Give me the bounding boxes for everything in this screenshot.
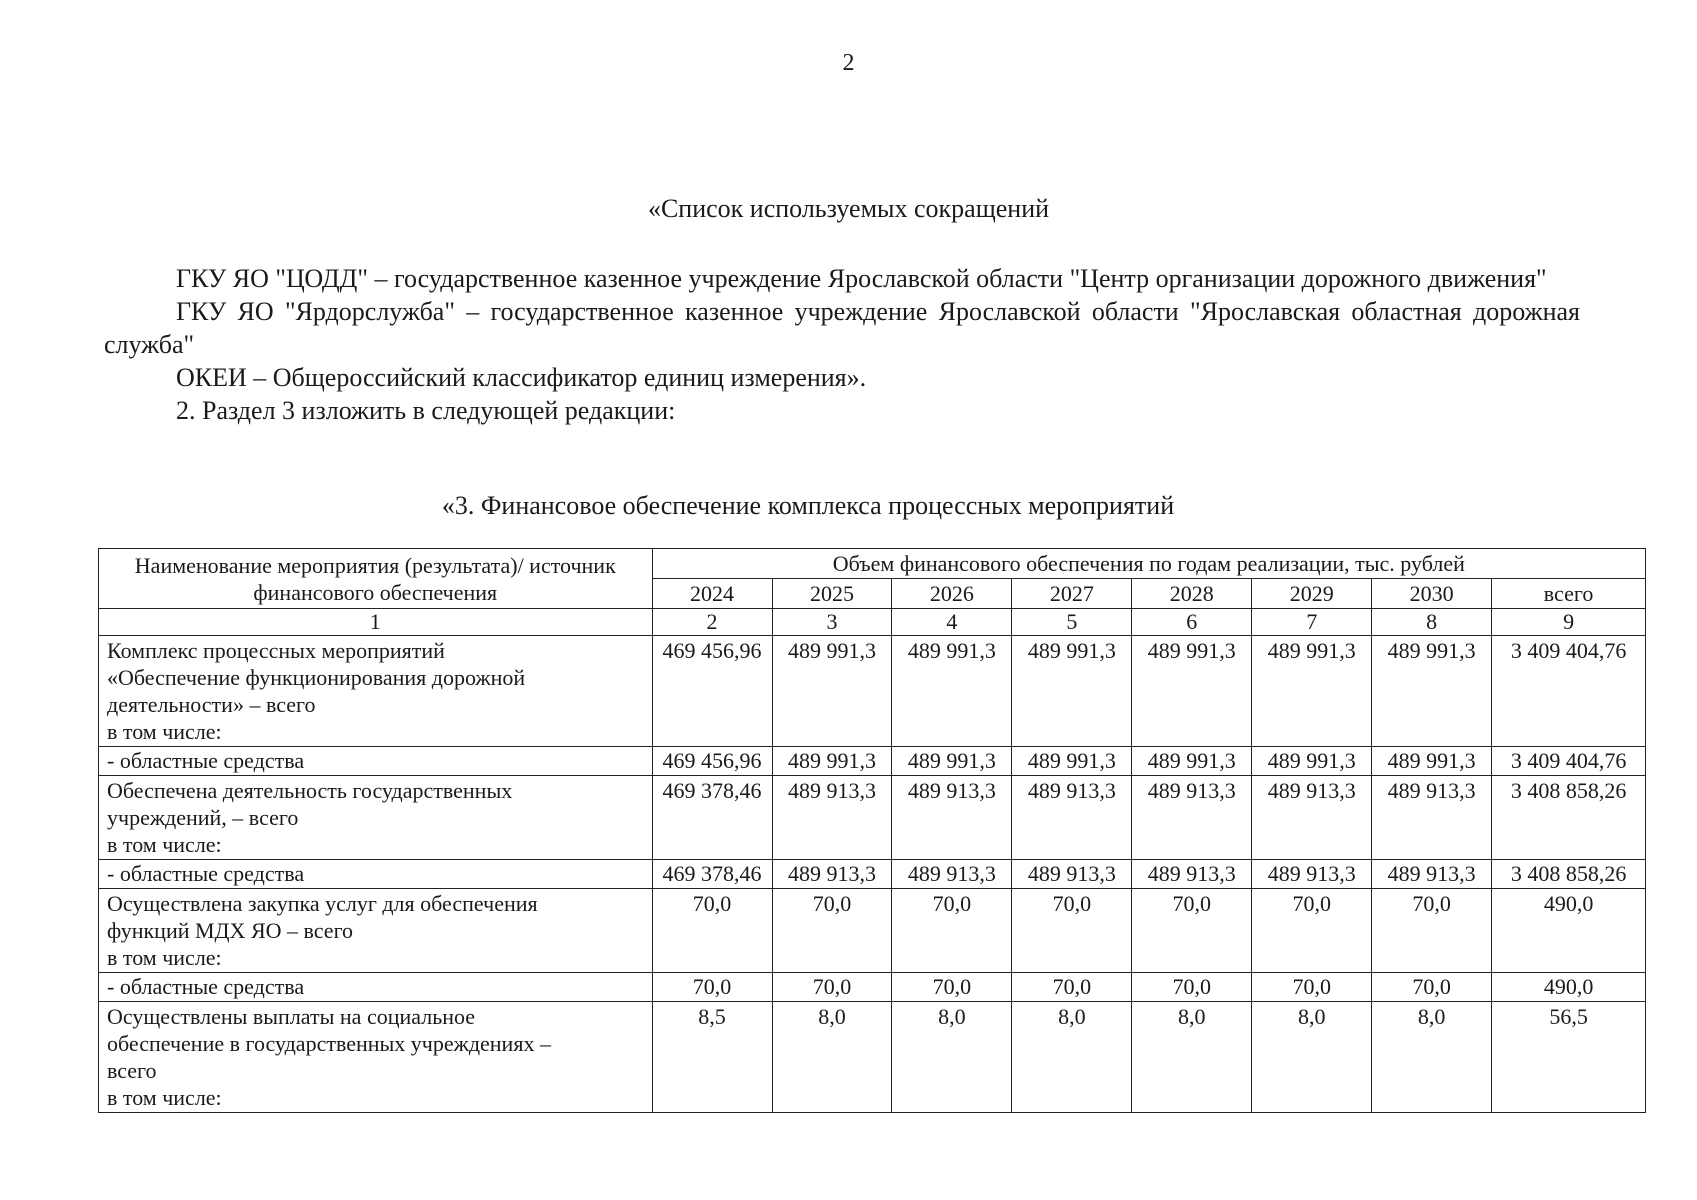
column-index: 2 bbox=[652, 609, 772, 636]
column-index: 9 bbox=[1492, 609, 1646, 636]
row-name-line: деятельности» – всего bbox=[107, 692, 316, 717]
row-value-cell: 489 991,3 bbox=[1252, 636, 1372, 747]
row-name-line: «Обеспечение функционирования дорожной bbox=[107, 665, 526, 690]
row-value-cell: 8,0 bbox=[1132, 1002, 1252, 1113]
finance-table-container bbox=[98, 548, 1646, 1113]
row-value-cell: 70,0 bbox=[1372, 973, 1492, 1002]
row-value-cell: 489 991,3 bbox=[772, 636, 892, 747]
paragraph-yardorsluzhba: ГКУ ЯО "Ярдорслужба" – государственное казенное учреждение Ярославской области "Ярославская областная дорожная служба" bbox=[104, 297, 1580, 359]
header-volume-cell: Объем финансового обеспечения по годам реализации, тыс. рублей bbox=[652, 549, 1645, 579]
row-value-cell: 70,0 bbox=[1252, 973, 1372, 1002]
column-index: 4 bbox=[892, 609, 1012, 636]
header-row-top bbox=[99, 549, 1646, 579]
header-name-cell: Наименование мероприятия (результата)/ источник финансового обеспечения bbox=[99, 549, 653, 609]
column-index: 8 bbox=[1372, 609, 1492, 636]
row-value-cell: 70,0 bbox=[772, 973, 892, 1002]
row-value-cell: 489 991,3 bbox=[1012, 747, 1132, 776]
table-row bbox=[99, 860, 1646, 889]
row-value-cell: 70,0 bbox=[1012, 973, 1132, 1002]
page-number: 2 bbox=[842, 50, 855, 76]
table-row bbox=[99, 889, 1646, 973]
header-year: 2027 bbox=[1012, 579, 1132, 609]
paragraph-tsodd: ГКУ ЯО "ЦОДД" – государственное казенное учреждение Ярославской области "Центр организации дорожного движения" bbox=[176, 264, 1547, 293]
row-name-line: - областные средства bbox=[107, 861, 305, 886]
paragraph-okei: ОКЕИ – Общероссийский классификатор единиц измерения». bbox=[176, 363, 867, 392]
paragraph-section-3: 2. Раздел 3 изложить в следующей редакции: bbox=[176, 396, 676, 425]
row-value-cell: 489 913,3 bbox=[1252, 860, 1372, 889]
row-value-cell: 8,0 bbox=[1252, 1002, 1372, 1113]
row-value-cell: 489 913,3 bbox=[1372, 860, 1492, 889]
row-total-cell: 3 409 404,76 bbox=[1492, 636, 1646, 747]
row-value-cell: 70,0 bbox=[1132, 973, 1252, 1002]
column-index: 3 bbox=[772, 609, 892, 636]
row-value-cell: 489 991,3 bbox=[1372, 636, 1492, 747]
row-value-cell: 469 378,46 bbox=[652, 860, 772, 889]
row-value-cell: 489 991,3 bbox=[1252, 747, 1372, 776]
row-value-cell: 489 991,3 bbox=[1132, 747, 1252, 776]
row-name-cell bbox=[99, 636, 653, 747]
row-value-cell: 489 913,3 bbox=[1252, 776, 1372, 860]
row-value-cell: 489 991,3 bbox=[1012, 636, 1132, 747]
row-value-cell: 8,0 bbox=[1012, 1002, 1132, 1113]
row-name-line: - областные средства bbox=[107, 974, 305, 999]
row-total-cell: 3 408 858,26 bbox=[1492, 776, 1646, 860]
column-index-row bbox=[99, 609, 1646, 636]
row-name-line: в том числе: bbox=[107, 832, 222, 857]
finance-heading: «3. Финансовое обеспечение комплекса процессных мероприятий bbox=[441, 491, 1175, 520]
row-name-line: учреждений, – всего bbox=[107, 805, 299, 830]
row-total-cell: 3 408 858,26 bbox=[1492, 860, 1646, 889]
row-value-cell: 489 913,3 bbox=[892, 776, 1012, 860]
row-name-cell bbox=[99, 860, 653, 889]
header-year: 2030 bbox=[1372, 579, 1492, 609]
row-value-cell: 70,0 bbox=[772, 889, 892, 973]
row-value-cell: 70,0 bbox=[892, 889, 1012, 973]
row-value-cell: 489 991,3 bbox=[1132, 636, 1252, 747]
finance-table bbox=[98, 548, 1646, 1113]
row-value-cell: 70,0 bbox=[1372, 889, 1492, 973]
row-name-cell bbox=[99, 747, 653, 776]
header-year: 2025 bbox=[772, 579, 892, 609]
row-value-cell: 8,5 bbox=[652, 1002, 772, 1113]
row-name-line: Осуществлена закупка услуг для обеспечения bbox=[107, 891, 538, 916]
row-value-cell: 489 913,3 bbox=[1132, 860, 1252, 889]
row-value-cell: 489 913,3 bbox=[1012, 776, 1132, 860]
header-year: 2024 bbox=[652, 579, 772, 609]
column-index: 5 bbox=[1012, 609, 1132, 636]
row-name-line: в том числе: bbox=[107, 945, 222, 970]
row-name-line: Осуществлены выплаты на социальное bbox=[107, 1004, 476, 1029]
table-row bbox=[99, 973, 1646, 1002]
table-row bbox=[99, 636, 1646, 747]
abbreviations-text bbox=[104, 262, 1580, 427]
row-value-cell: 489 991,3 bbox=[892, 636, 1012, 747]
row-name-line: Комплекс процессных мероприятий bbox=[107, 638, 445, 663]
row-value-cell: 70,0 bbox=[652, 973, 772, 1002]
row-value-cell: 489 991,3 bbox=[892, 747, 1012, 776]
row-name-line: всего bbox=[107, 1058, 157, 1083]
column-index: 1 bbox=[99, 609, 653, 636]
row-value-cell: 489 913,3 bbox=[1132, 776, 1252, 860]
row-value-cell: 469 456,96 bbox=[652, 636, 772, 747]
row-name-cell bbox=[99, 973, 653, 1002]
header-total: всего bbox=[1492, 579, 1646, 609]
row-value-cell: 469 456,96 bbox=[652, 747, 772, 776]
row-total-cell: 490,0 bbox=[1492, 889, 1646, 973]
row-name-line: в том числе: bbox=[107, 1085, 222, 1110]
header-year: 2029 bbox=[1252, 579, 1372, 609]
row-total-cell: 3 409 404,76 bbox=[1492, 747, 1646, 776]
header-year: 2028 bbox=[1132, 579, 1252, 609]
row-name-line: Обеспечена деятельность государственных bbox=[107, 778, 513, 803]
row-total-cell: 56,5 bbox=[1492, 1002, 1646, 1113]
row-value-cell: 489 913,3 bbox=[892, 860, 1012, 889]
table-row bbox=[99, 776, 1646, 860]
header-year: 2026 bbox=[892, 579, 1012, 609]
row-value-cell: 70,0 bbox=[1012, 889, 1132, 973]
table-row bbox=[99, 747, 1646, 776]
row-name-cell bbox=[99, 889, 653, 973]
row-value-cell: 8,0 bbox=[772, 1002, 892, 1113]
table-row bbox=[99, 1002, 1646, 1113]
row-value-cell: 489 913,3 bbox=[772, 776, 892, 860]
row-name-cell bbox=[99, 776, 653, 860]
row-total-cell: 490,0 bbox=[1492, 973, 1646, 1002]
row-value-cell: 70,0 bbox=[652, 889, 772, 973]
row-name-line: - областные средства bbox=[107, 748, 305, 773]
abbreviations-heading: «Список используемых сокращений bbox=[647, 194, 1050, 223]
row-value-cell: 8,0 bbox=[892, 1002, 1012, 1113]
row-value-cell: 489 991,3 bbox=[772, 747, 892, 776]
row-value-cell: 489 991,3 bbox=[1372, 747, 1492, 776]
row-value-cell: 70,0 bbox=[1252, 889, 1372, 973]
row-value-cell: 489 913,3 bbox=[772, 860, 892, 889]
row-value-cell: 8,0 bbox=[1372, 1002, 1492, 1113]
column-index: 6 bbox=[1132, 609, 1252, 636]
row-value-cell: 489 913,3 bbox=[1012, 860, 1132, 889]
column-index: 7 bbox=[1252, 609, 1372, 636]
row-value-cell: 70,0 bbox=[1132, 889, 1252, 973]
row-name-line: в том числе: bbox=[107, 719, 222, 744]
row-value-cell: 70,0 bbox=[892, 973, 1012, 1002]
row-name-cell bbox=[99, 1002, 653, 1113]
row-name-line: функций МДХ ЯО – всего bbox=[107, 918, 354, 943]
row-name-line: обеспечение в государственных учреждениях – bbox=[107, 1031, 551, 1056]
row-value-cell: 489 913,3 bbox=[1372, 776, 1492, 860]
row-value-cell: 469 378,46 bbox=[652, 776, 772, 860]
